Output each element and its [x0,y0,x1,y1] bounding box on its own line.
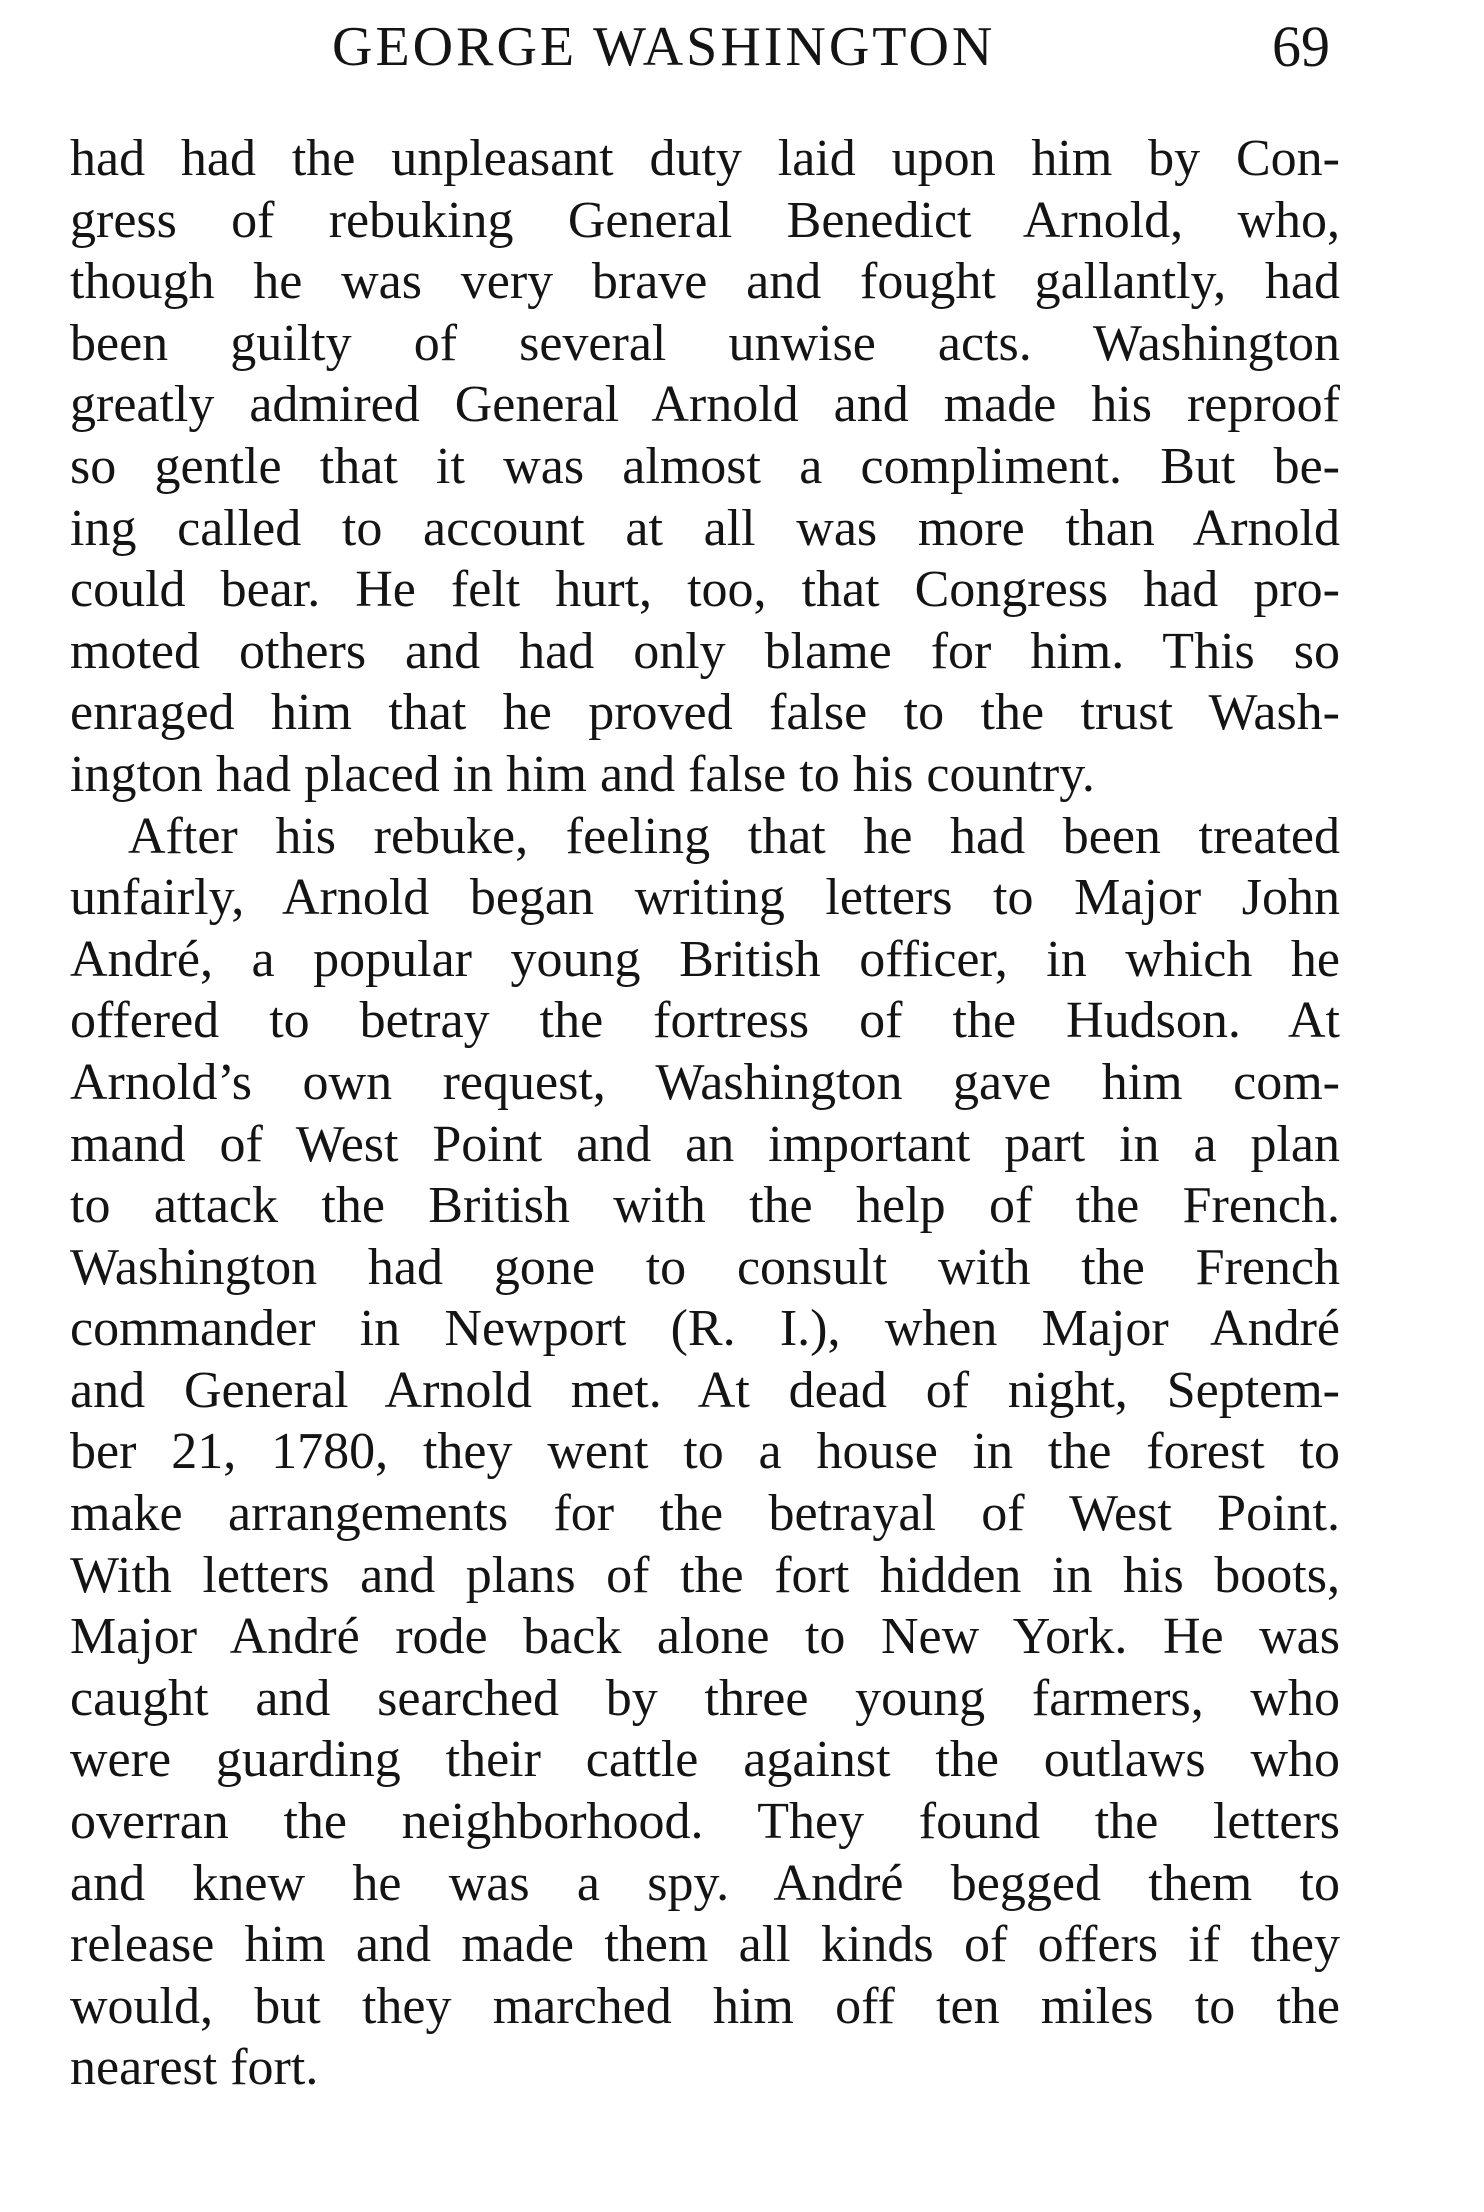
text-line: Washington had gone to consult with the French [70,1238,1340,1296]
text-line: mand of West Point and an important part in a plan [70,1115,1340,1173]
text-line: ing called to account at all was more than Arnold [70,499,1340,557]
text-line: and knew he was a spy. André begged them to [70,1854,1340,1912]
text-line: would, but they marched him off ten miles to the [70,1977,1340,2035]
text-line: had had the unpleasant duty laid upon him by Con- [70,130,1340,187]
text-line: ington had placed in him and false to his country. [70,745,1095,803]
text-line: been guilty of several unwise acts. Washington [70,314,1340,372]
text-line: offered to betray the fortress of the Hudson. At [70,992,1340,1050]
text-line: André, a popular young British officer, in which he [70,930,1340,988]
text-line: to attack the British with the help of the French. [70,1177,1340,1235]
text-line: make arrangements for the betrayal of West Point. [70,1485,1340,1543]
text-line: Arnold’s own request, Washington gave him com- [70,1053,1340,1111]
text-line: could bear. He felt hurt, too, that Congress had pro- [70,561,1340,619]
text-line: overran the neighborhood. They found the letters [70,1793,1340,1851]
text-line: gress of rebuking General Benedict Arnold, who, [70,191,1340,249]
text-line: With letters and plans of the fort hidden in his boots, [70,1546,1340,1604]
text-line: release him and made them all kinds of offers if they [70,1916,1340,1974]
text-line: caught and searched by three young farmers, who [70,1669,1340,1727]
page-number: 69 [1272,14,1330,79]
text-line: ber 21, 1780, they went to a house in the forest to [70,1423,1340,1481]
text-line: commander in Newport (R. I.), when Major André [70,1300,1340,1358]
paragraph-1 [70,128,1340,806]
text-line: nearest fort. [70,2039,319,2097]
text-line: After his rebuke, feeling that he had been treated [128,807,1340,865]
running-head [70,12,1330,82]
text-line: so gentle that it was almost a compliment. But be- [70,437,1340,495]
text-line: moted others and had only blame for him. This so [70,622,1340,680]
text-line: unfairly, Arnold began writing letters to Major John [70,869,1340,927]
paragraph-2 [70,806,1340,2099]
text-line: enraged him that he proved false to the trust Wash- [70,684,1340,742]
text-line: and General Arnold met. At dead of night, Septem- [70,1361,1340,1419]
running-title: GEORGE WASHINGTON [332,16,996,78]
text-line: greatly admired General Arnold and made his reproof [70,376,1340,434]
body-text [70,128,1340,2099]
text-line: Major André rode back alone to New York. He was [70,1608,1340,1666]
text-line: were guarding their cattle against the outlaws who [70,1731,1340,1789]
text-line: though he was very brave and fought gallantly, had [70,253,1340,311]
